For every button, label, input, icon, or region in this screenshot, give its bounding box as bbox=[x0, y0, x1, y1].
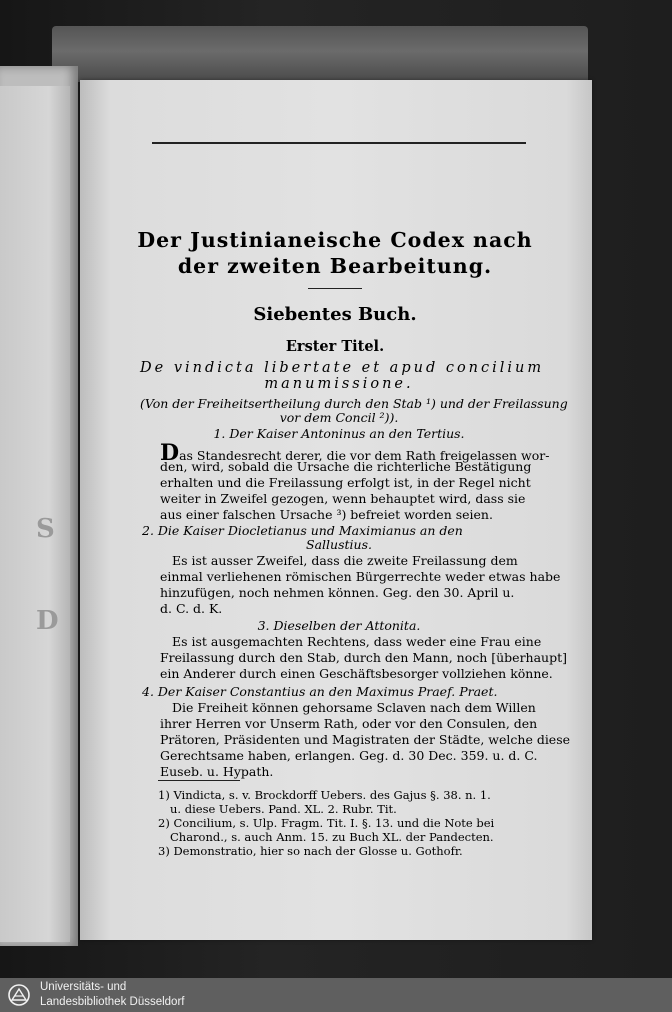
section-3-line: Freilassung durch den Stab, durch den Mann, noch [überhaupt] bbox=[160, 650, 567, 665]
german-title-line-2: vor dem Concil ²)). bbox=[279, 410, 399, 425]
footnote-2-line-1: 2) Concilium, s. Ulp. Fragm. Tit. I. §. 13. und die Note bei bbox=[158, 816, 495, 830]
footnote-1-line-2: u. diese Uebers. Pand. XL. 2. Rubr. Tit. bbox=[170, 802, 397, 816]
book-cover-top bbox=[52, 26, 588, 82]
header-rule bbox=[152, 142, 526, 144]
section-4-line: Prätoren, Präsidenten und Magistraten der Städte, welche diese bbox=[160, 732, 571, 747]
show-through-glyph: S bbox=[36, 514, 55, 544]
title-rule bbox=[308, 288, 362, 289]
facing-page-edge bbox=[0, 86, 70, 942]
section-1-line: weiter in Zweifel gezogen, wenn behauptet wird, dass sie bbox=[160, 491, 526, 506]
section-1-line: erhalten und die Freilassung erfolgt ist, in der Regel nicht bbox=[160, 475, 531, 490]
german-title-line-1: (Von der Freiheitsertheilung durch den Stab ¹) und der Freilassung bbox=[140, 396, 568, 411]
section-4-line: Gerechtsame haben, erlangen. Geg. d. 30 Dec. 359. u. d. C. bbox=[160, 748, 538, 763]
section-4-line: Euseb. u. Hypath. bbox=[160, 764, 274, 779]
latin-title-line-2: manumissione. bbox=[264, 376, 414, 392]
section-2-heading: 2. Die Kaiser Diocletianus und Maximianus an den bbox=[142, 523, 463, 538]
footnote-2-line-2: Charond., s. auch Anm. 15. zu Buch XL. der Pandecten. bbox=[170, 830, 494, 844]
section-2-heading-cont: Sallustius. bbox=[306, 537, 372, 552]
latin-title-line-1: De vindicta libertate et apud concilium bbox=[140, 360, 545, 376]
section-1-line: den, wird, sobald die Ursache die richterliche Bestätigung bbox=[160, 459, 532, 474]
footnote-3-line-1: 3) Demonstratio, hier so nach der Glosse u. Gothofr. bbox=[158, 844, 463, 858]
section-4-line: Die Freiheit können gehorsame Sclaven nach dem Willen bbox=[172, 700, 536, 715]
show-through-glyph: D bbox=[36, 606, 59, 636]
section-3-line: Es ist ausgemachten Rechtens, dass weder eine Frau eine bbox=[172, 634, 542, 649]
footnote-1-line-1: 1) Vindicta, s. v. Brockdorff Uebers. des Gajus §. 38. n. 1. bbox=[158, 788, 491, 802]
section-4-line: ihrer Herren vor Unserm Rath, oder vor den Consulen, den bbox=[160, 716, 538, 731]
book-heading: Siebentes Buch. bbox=[253, 304, 417, 325]
section-2-line: einmal verliehenen römischen Bürgerrechte weder etwas habe bbox=[160, 569, 561, 584]
library-name-line-2: Landesbibliothek Düsseldorf bbox=[40, 996, 185, 1008]
section-4-heading: 4. Der Kaiser Constantius an den Maximus Praef. Praet. bbox=[142, 684, 498, 699]
titel-heading: Erster Titel. bbox=[285, 338, 385, 355]
section-3-line: ein Anderer durch einen Geschäftsbesorger vollziehen könne. bbox=[160, 666, 553, 681]
section-1-heading: 1. Der Kaiser Antoninus an den Tertius. bbox=[213, 426, 465, 441]
uld-logo-icon bbox=[6, 983, 32, 1007]
drop-cap: D bbox=[160, 440, 180, 466]
library-name-line-1: Universitäts- und bbox=[40, 981, 127, 993]
section-1-line: Das Standesrecht derer, die vor dem Rath freigelassen wor- bbox=[160, 440, 550, 466]
footnote-rule bbox=[158, 780, 240, 781]
page-title-line-1: Der Justinianeische Codex nach bbox=[137, 228, 533, 252]
section-2-line: d. C. d. K. bbox=[160, 601, 223, 616]
section-2-line: hinzufügen, noch nehmen können. Geg. den 30. April u. bbox=[160, 585, 515, 600]
page-title-line-2: der zweiten Bearbeitung. bbox=[177, 254, 493, 278]
section-2-line: Es ist ausser Zweifel, dass die zweite Freilassung dem bbox=[172, 553, 518, 568]
section-3-heading: 3. Dieselben der Attonita. bbox=[257, 618, 421, 633]
library-footer-banner bbox=[0, 978, 672, 1012]
section-1-line: aus einer falschen Ursache ³) befreiet worden seien. bbox=[160, 507, 493, 522]
